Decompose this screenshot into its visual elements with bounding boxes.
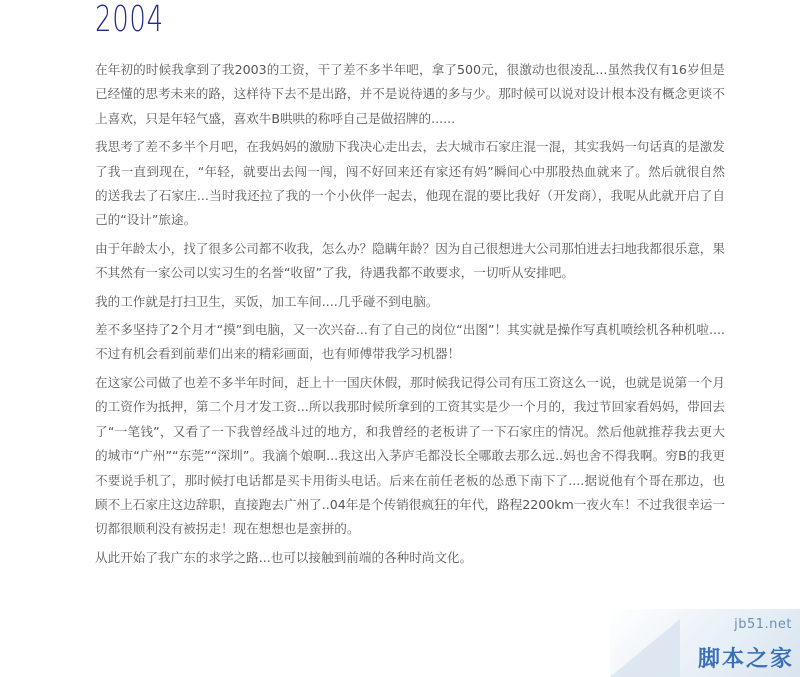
watermark-site: jb51.net <box>734 617 792 632</box>
watermark-shape <box>610 619 680 677</box>
paragraph: 差不多坚持了2个月才“摸”到电脑，又一次兴奋...有了自己的岗位“出图”！其实就是操作写真机喷绘机各种机啦....不过有机会看到前辈们出来的精彩画面，也有师傅带我学习机器！ <box>95 322 725 362</box>
paragraph: 由于年龄太小，找了很多公司都不收我，怎么办？隐瞒年龄？因为自己很想进大公司那怕进去扫地我都很乐意，果不其然有一家公司以实习生的名誉“收留”了我，待遇我都不敢要求，一切听从安排吧。 <box>95 240 725 281</box>
paragraph: 我的工作就是打扫卫生，买饭，加工车间....几乎碰不到电脑。 <box>95 293 439 309</box>
paragraph: 在这家公司做了也差不多半年时间，赶上十一国庆休假，那时候我记得公司有压工资这么一说，也就是说第一个月的工资作为抵押，第二个月才发工资...所以我那时候所拿到的工资其实是少一个月的，我过节回家看妈妈，带回去了“一笔钱”，又看了一下我曾经战斗过的地方，和我曾经的老板讲了一下石家庄的情况。然后他就推荐我去更大的城市“广州”“东莞”“深圳”。我滴个娘啊...我这出入茅庐毛都没长全哪敢去那么远..妈也舍不得我啊。穷B的我更不要说手机了，那时候打电话都是买卡用街头电话。后来在前任老板的怂恿下南下了....据说他有个哥在那边，也顾不上石家庄这边辞职，直接跑去广州了..04年是个传销很疯狂的年代，路程2200km一夜火车！不过我很幸运一切都很顺利没有被拐走！现在想想也是蛮拼的。 <box>95 374 725 537</box>
paragraph: 在年初的时候我拿到了我2003的工资，干了差不多半年吧，拿了500元，很激动也很凌乱...虽然我仅有16岁但是已经懂的思考未来的路，这样待下去不是出路，并不是说待遇的多与少。那时候可以说对设计根本没有概念更谈不上喜欢，只是年轻气盛，喜欢牛B哄哄的称呼自己是做招牌的...... <box>95 62 725 126</box>
paragraph: 我思考了差不多半个月吧，在我妈妈的激励下我决心走出去，去大城市石家庄混一混，其实我妈一句话真的是激发了我一直到现在，“年轻，就要出去闯一闯，闯不好回来还有家还有妈”瞬间心中那股热血就来了。然后就很自然的送我去了石家庄...当时我还拉了我的一个小伙伴一起去，他现在混的要比我好（开发商），我呢从此就开启了自己的“设计”旅途。 <box>95 139 725 228</box>
article-body <box>95 58 725 574</box>
paragraph: 从此开始了我广东的求学之路...也可以接触到前端的各种时尚文化。 <box>95 549 473 565</box>
watermark <box>610 609 800 677</box>
watermark-brand: 脚本之家 <box>697 647 794 672</box>
year-heading: 2004 <box>95 0 164 40</box>
